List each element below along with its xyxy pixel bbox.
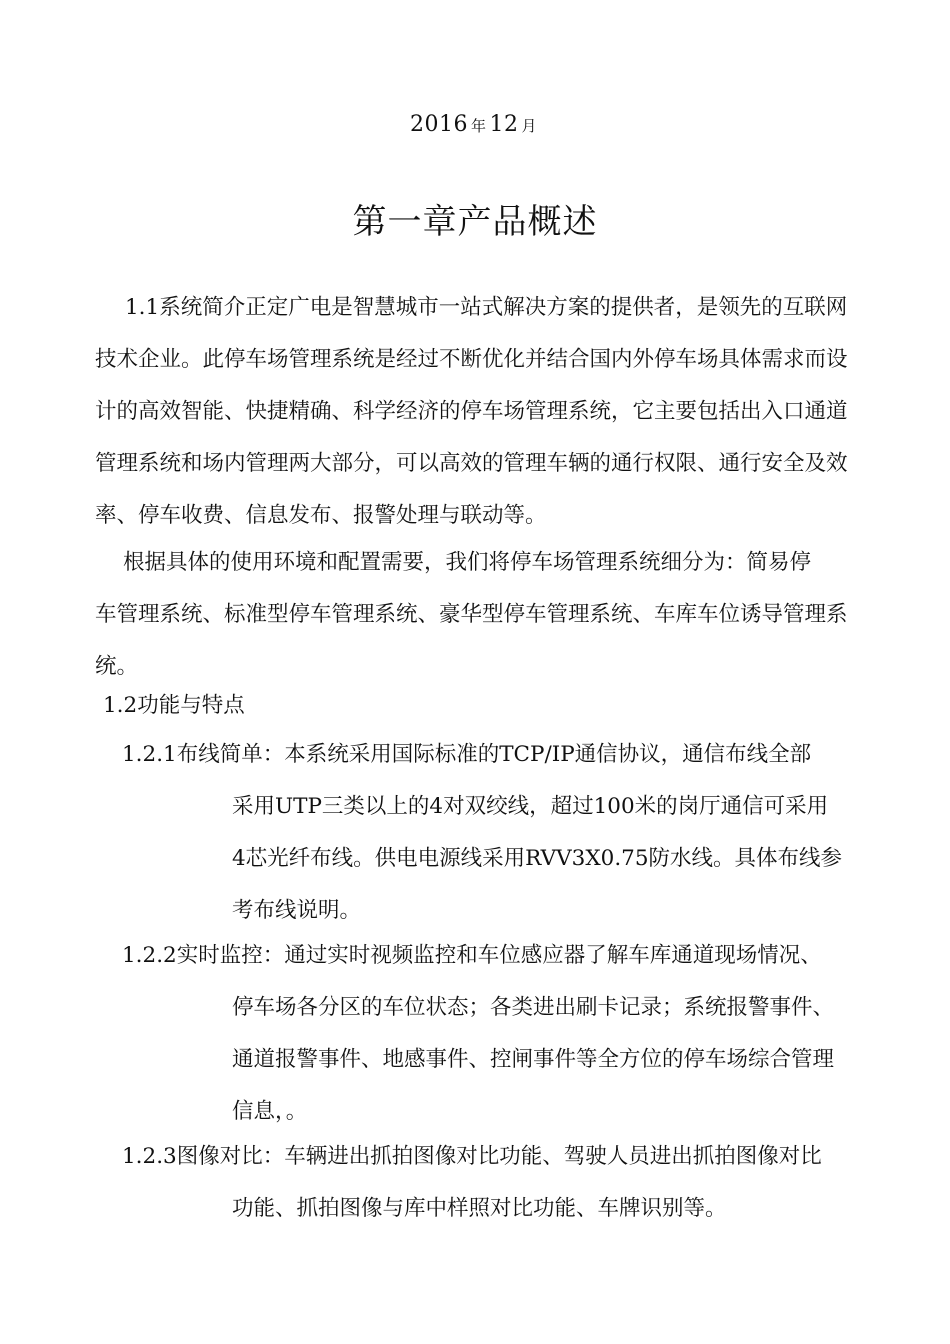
feature-item-line: 停车场各分区的车位状态；各类进出刷卡记录；系统报警事件、 [232,995,835,1020]
feature-item-line: 4芯光纤布线。供电电源线采用RVV3X0.75防水线。具体布线参 [232,846,843,871]
feature-item-image-comparison [122,1131,862,1235]
feature-item-first-line: 1.2.3图像对比：车辆进出抓拍图像对比功能、驾驶人员进出抓拍图像对比 [122,1144,822,1169]
paragraph-line: 车管理系统、标准型停车管理系统、豪华型停车管理系统、车库车位诱导管理系 [95,602,848,627]
paragraph-line: 根据具体的使用环境和配置需要，我们将停车场管理系统细分为：简易停 [123,550,812,575]
date-month-char: 月 [521,117,538,135]
feature-item-line: 功能、抓拍图像与库中样照对比功能、车牌识别等。 [232,1196,727,1221]
section-1-1-paragraph [95,282,863,542]
paragraph-line: 1.1系统简介正定广电是智慧城市一站式解决方案的提供者，是领先的互联网 [125,295,848,320]
feature-item-first-line: 1.2.2实时监控：通过实时视频监控和车位感应器了解车库通道现场情况、 [122,943,822,968]
paragraph-line: 技术企业。此停车场管理系统是经过不断优化并结合国内外停车场具体需求而设 [95,347,848,372]
paragraph-line: 管理系统和场内管理两大部分，可以高效的管理车辆的通行权限、通行安全及效 [95,451,848,476]
paragraph-line: 计的高效智能、快捷精确、科学经济的停车场管理系统，它主要包括出入口通道 [95,399,848,424]
paragraph-line: 率、停车收费、信息发布、报警处理与联动等。 [95,503,547,528]
feature-item-line: 采用UTP三类以上的4对双绞线，超过100米的岗厅通信可采用 [232,794,829,819]
chapter-title: 第一章产品概述 [352,202,598,242]
feature-item-first-line: 1.2.1布线简单：本系统采用国际标准的TCP/IP通信协议，通信布线全部 [122,742,812,767]
feature-item-monitoring [122,930,862,1138]
date-year: 2016 [409,112,468,137]
system-classification-paragraph [95,537,863,693]
feature-item-line: 通道报警事件、地感事件、控闸事件等全方位的停车场综合管理 [232,1047,835,1072]
date-month: 12 [489,112,519,137]
document-date [0,112,950,137]
feature-item-line: 考布线说明。 [232,898,362,923]
feature-item-line: 信息，。 [232,1099,308,1124]
section-1-2-heading: 1.2功能与特点 [103,693,245,718]
date-year-char: 年 [470,117,487,135]
feature-item-wiring [122,729,862,937]
paragraph-line: 统。 [95,654,139,679]
